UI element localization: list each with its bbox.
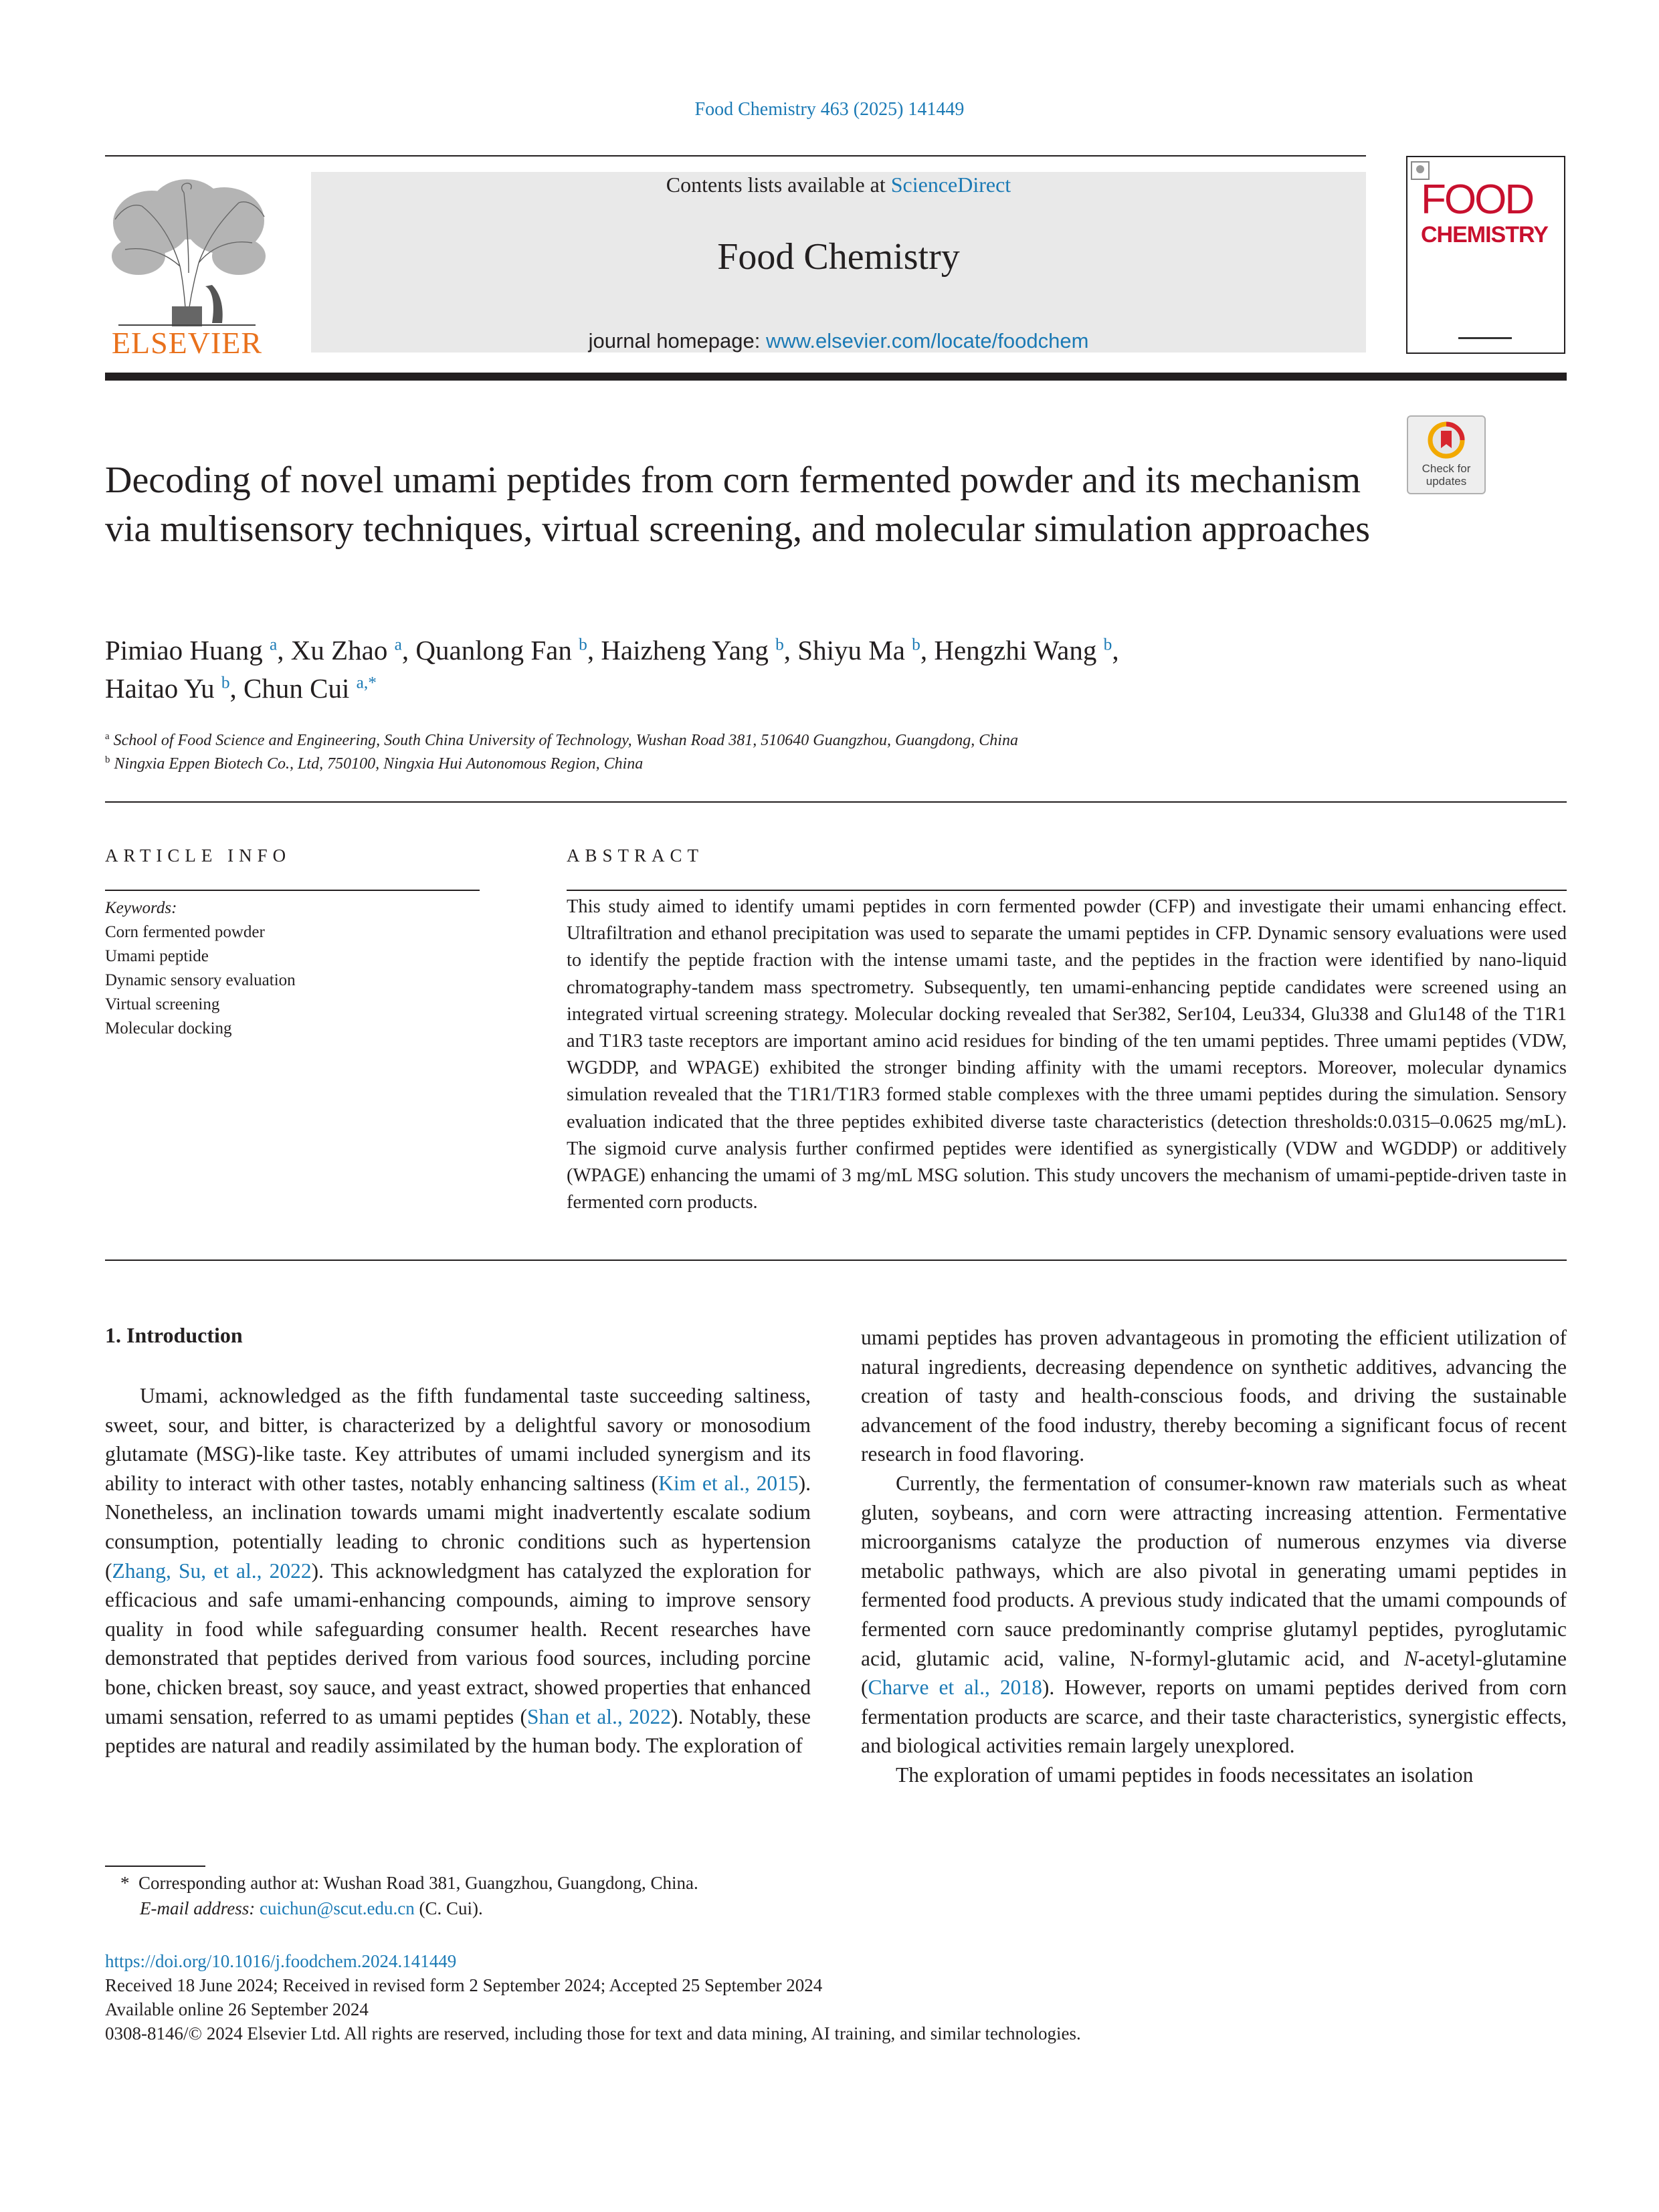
article-title: Decoding of novel umami peptides from corn fermented powder and its mechanism via multisensory techniques, virtual screening, and molecular simulation approaches (105, 460, 1371, 550)
header-thick-rule (105, 373, 1567, 381)
author-name[interactable]: Xu Zhao (290, 635, 388, 666)
keyword: Virtual screening (105, 995, 220, 1013)
author-name[interactable]: Shiyu Ma (797, 635, 905, 666)
text-run: Currently, the fermentation of consumer-known raw materials such as wheat gluten, soybeans, and corn were attracting increasing attention. Fermentative microorganisms catalyze the production of numerous enzymes via diverse metabolic pathways, which are also pivotal in generating umami peptides in fermented food products. A previous study indicated that the umami compounds of fermented corn sauce predominantly comprise glutamyl peptides, pyroglutamic acid, glutamic acid, valine, N-formyl-glutamic acid, and (861, 1471, 1567, 1670)
paragraph: The exploration of umami peptides in foods necessitates an isolation (896, 1763, 1474, 1787)
cover-bar (1458, 337, 1512, 339)
keyword: Dynamic sensory evaluation (105, 971, 296, 989)
italic-text: N (1403, 1646, 1418, 1670)
author-affil[interactable]: a (394, 635, 402, 654)
abstract-text: This study aimed to identify umami peptides in corn fermented powder (CFP) and investigate their umami enhancing effect. Ultrafiltration and ethanol precipitation was used to separate the umami peptides in CFP. Dynamic sensory evaluations were used to identify the peptide fraction with the intense umami taste, and the peptides in the fraction were identified by nano-liquid chromatography-tandem mass spectrometry. Subsequently, ten umami-enhancing peptide candidates were screened using an integrated virtual screening strategy. Molecular docking revealed that Ser382, Ser104, Leu334, Glu338 and Glu148 of the T1R1 and T1R3 taste receptors are important amino acid residues for binding of the ten umami peptides. Three umami peptides (VDW, WGDDP, and WPAGE) exhibited the stronger binding affinity with the umami receptors. Moreover, molecular dynamics simulation revealed that the T1R1/T1R3 formed stable complexes with the three umami peptides during the simulation. Sensory evaluation indicated that the three peptides exhibited diverse taste characteristics (detection thresholds:0.0315–0.0625 mg/mL). The sigmoid curve analysis further confirmed peptides were identified as synergistically (VDW and WGDDP) or additively (WPAGE) enhancing the umami of 3 mg/mL MSG solution. This study uncovers the mechanism of umami-peptide-driven taste in fermented corn products. (567, 896, 1567, 1213)
abstract-heading: ABSTRACT (567, 845, 704, 866)
text-run: ). However, reports on umami peptides derived from corn fermentation products are scarce, and their taste characteristics, synergistic effects, and biological activities remain largely unexplored. (861, 1676, 1567, 1758)
section-rule (105, 801, 1567, 803)
doi-link[interactable]: https://doi.org/10.1016/j.foodchem.2024.141449 (105, 1951, 457, 1971)
email-line (120, 1896, 1391, 1921)
author-affil[interactable]: b (912, 635, 920, 654)
keyword: Molecular docking (105, 1019, 232, 1037)
paragraph (861, 1469, 1567, 1761)
keywords-block (105, 896, 480, 1041)
author-affil[interactable]: b (221, 673, 230, 692)
author-affil[interactable]: b (579, 635, 587, 654)
citation-link[interactable]: Kim et al., 2015 (658, 1471, 799, 1495)
body-column-left (105, 1381, 811, 1761)
affiliation-key: b (105, 755, 110, 765)
footnote-mark: * (120, 1873, 130, 1893)
citation-link[interactable]: Shan et al., 2022 (526, 1704, 672, 1728)
contents-line (311, 173, 1366, 197)
affiliation-b (105, 752, 1510, 776)
affiliation-a (105, 729, 1510, 752)
author-name[interactable]: Pimiao Huang (105, 635, 263, 666)
author-name[interactable]: Haizheng Yang (601, 635, 769, 666)
available-online: Available online 26 September 2024 (105, 1999, 369, 2019)
author-affil[interactable]: b (1103, 635, 1112, 654)
cover-mini-logo-icon (1410, 161, 1430, 181)
abstract-end-rule (105, 1260, 1567, 1261)
author-affil[interactable]: a,* (356, 673, 377, 692)
author-name[interactable]: Chun Cui (243, 673, 350, 704)
received-dates: Received 18 June 2024; Received in revised form 2 September 2024; Accepted 25 September 2024 (105, 1975, 823, 1995)
elsevier-wordmark: ELSEVIER (111, 326, 263, 360)
affiliation-key: a (105, 731, 110, 742)
cover-food-text: FOOD (1421, 177, 1533, 223)
contents-prefix: Contents lists available at (666, 173, 891, 197)
text-run: ). Nonetheless, an inclination towards umami might inadvertently escalate sodium consumption, potentially leading to chronic conditions such as hypertension ( (105, 1471, 811, 1583)
author-name[interactable]: Hengzhi Wang (934, 635, 1097, 666)
keywords-label: Keywords: (105, 899, 177, 917)
author-name[interactable]: Haitao Yu (105, 673, 215, 704)
sciencedirect-link[interactable]: ScienceDirect (890, 173, 1011, 197)
journal-citation[interactable]: Food Chemistry 463 (2025) 141449 (694, 99, 965, 120)
body-column-right (861, 1323, 1567, 1790)
affiliation-text: Ningxia Eppen Biotech Co., Ltd, 750100, Ningxia Hui Autonomous Region, China (114, 755, 644, 773)
author-list: Pimiao Huang $^a$, Xu Zhao $^a$, Quanlong Fan $^b$, Haizheng Yang $^b$, Shiyu Ma $^b$, Hengzhi Wang $^b$, Haitao Yu $^b$, Chun Cui $^{a,*}$ (105, 635, 1119, 704)
email-label: E-mail address: (140, 1898, 260, 1918)
paragraph: umami peptides has proven advantageous in promoting the efficient utilization of natural ingredients, decreasing dependence on synthetic additives, advancing the creation of tasty and health-conscious foods, and driving the sustainable advancement of the food industry, thereby becoming a significant focus of recent research in food flavoring. (861, 1326, 1567, 1466)
author-affil[interactable]: b (775, 635, 784, 654)
article-info-heading: ARTICLE INFO (105, 845, 292, 866)
author-affil[interactable]: a (269, 635, 278, 654)
author-name[interactable]: Quanlong Fan (415, 635, 572, 666)
corresponding-author-note (120, 1870, 1391, 1896)
email-suffix: (C. Cui). (414, 1898, 483, 1918)
keyword: Corn fermented powder (105, 923, 265, 941)
abstract-rule (567, 890, 1567, 891)
article-info-rule (105, 890, 480, 891)
article-meta (105, 1949, 1567, 2045)
text-run: Umami, acknowledged as the fifth fundamental taste succeeding saltiness, sweet, sour, and bitter, is characterized by a delightful savory or monosodium glutamate (MSG)-like taste. Key attributes of umami included synergism and its ability to interact with other tastes, notably enhancing saltiness ( (105, 1384, 811, 1495)
homepage-prefix: journal homepage: (588, 329, 766, 353)
cover-chemistry-text: CHEMISTRY (1421, 222, 1548, 247)
section-heading-introduction: 1. Introduction (105, 1323, 243, 1347)
journal-name: Food Chemistry (717, 236, 960, 278)
citation-link[interactable]: Charve et al., 2018 (868, 1676, 1042, 1700)
text-run: -acetyl-glutamine ( (861, 1646, 1567, 1700)
text-run: ). Notably, these peptides are natural and readily assimilated by the human body. The exploration of (105, 1704, 811, 1758)
header-rule (105, 155, 1366, 157)
footnote-rule (105, 1866, 205, 1867)
homepage-line (311, 329, 1366, 353)
homepage-link[interactable]: www.elsevier.com/locate/foodchem (765, 329, 1089, 353)
corresponding-text: Corresponding author at: Wushan Road 381, Guangzhou, Guangdong, China. (138, 1873, 698, 1893)
affiliation-text: School of Food Science and Engineering, South China University of Technology, Wushan Road 381, 510640 Guangzhou, Guangdong, China (113, 732, 1018, 749)
email-link[interactable]: cuichun@scut.edu.cn (259, 1898, 415, 1918)
keyword: Umami peptide (105, 947, 209, 965)
check-updates-icon (1425, 421, 1468, 462)
copyright: 0308-8146/© 2024 Elsevier Ltd. All rights are reserved, including those for text and data mining, AI training, and similar technologies. (105, 2023, 1081, 2043)
footnote (120, 1870, 1391, 1921)
check-updates-label: Check for updates (1422, 462, 1471, 488)
citation-link[interactable]: Zhang, Su, et al., 2022 (112, 1559, 312, 1583)
affiliations (105, 729, 1510, 776)
text-run: ). This acknowledgment has catalyzed the exploration for efficacious and safe umami-enhancing compounds, aiming to improve sensory quality in food while safeguarding consumer health. Recent researches have demonstrated that peptides derived from various food sources, including porcine bone, chicken breast, soy sauce, and yeast extract, showed properties that enhanced umami sensation, referred to as umami peptides ( (105, 1559, 811, 1728)
paragraph (105, 1381, 811, 1761)
